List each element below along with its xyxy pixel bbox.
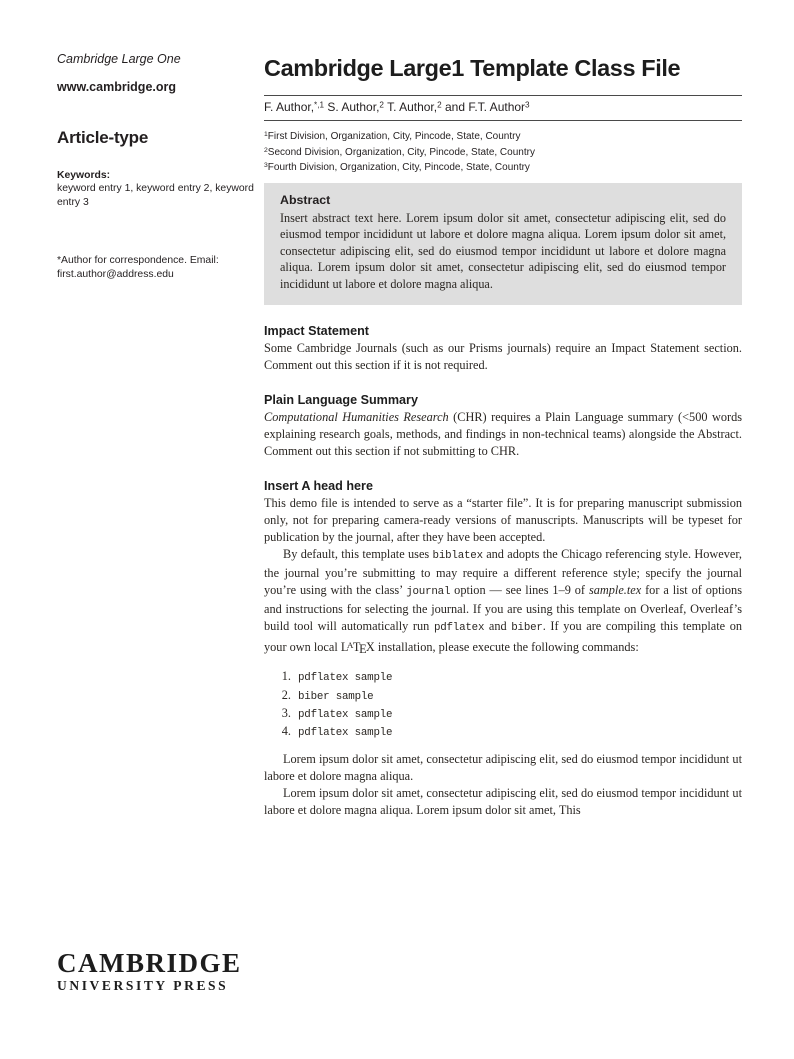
affiliation-2: $^2$Second Division, Organization, City, Pincode, State, Country [264,146,535,158]
author-line: F. Author,$^{*,1}$ S. Author,$^2$ T. Author,$^2$ and F.T. Author$^3$ [264,100,530,114]
publisher-logo-university-press: UNIVERSITY PRESS [57,978,229,993]
left-sidebar [57,0,257,282]
command-item [294,668,742,686]
lorem-paragraph-1: Lorem ipsum dolor sit amet, consectetur adipiscing elit, sed do eiusmod tempor incididunt ut labore et dolore magna aliqua. [264,752,742,784]
publisher-website: www.cambridge.org [57,80,177,94]
main-column [264,0,742,819]
affiliation-1: $^1$First Division, Organization, City, Pincode, State, Country [264,131,521,143]
command-list [264,668,742,741]
publisher-logo-cambridge: CAMBRIDGE [57,948,242,978]
command-item [294,723,742,741]
impact-statement-heading: Impact Statement [264,323,369,338]
command-text: pdflatex sample [298,708,393,721]
journal-name: Cambridge Large One [57,52,181,66]
keywords-label: Keywords: [57,170,111,181]
plain-language-summary-heading: Plain Language Summary [264,392,418,407]
article-type-label: Article-type [57,128,149,147]
abstract-box [264,183,742,305]
a-head-paragraph-1: This demo file is intended to serve as a “starter file”. It is for preparing manuscript submission only, not for preparing camera-ready versions of manuscripts. Manuscripts will be typeset for publication by the journal, after they have been accepted. [264,495,742,544]
lorem-paragraph-2: Lorem ipsum dolor sit amet, consectetur adipiscing elit, sed do eiusmod tempor incididunt ut labore et dolore magna aliqua. Lorem ipsum dolor sit amet, This [264,786,742,818]
article-title: Cambridge Large1 Template Class File [264,55,681,81]
abstract-heading: Abstract [280,192,331,207]
affiliation-3: $^3$Fourth Division, Organization, City, Pincode, State, Country [264,162,530,174]
a-head-heading: Insert A head here [264,478,373,493]
command-text: biber sample [298,690,374,703]
keywords-list: keyword entry 1, keyword entry 2, keyword entry 3 [57,183,254,208]
a-head-paragraph-2: By default, this template uses biblatex and adopts the Chicago referencing style. However, the journal you’re submitting to may require a different reference style; specify the journal you’re using with the class’ journal option — see lines 1–9 of sample.tex for a list of options and instructions for selecting the journal. If you are using this template on Overleaf, Overleaf’s build tool will automatically run pdflatex and biber. If you are compiling this template on your own local $L^ATEX$ installation, please execute the following commands: [264,546,743,657]
abstract-text: Insert abstract text here. Lorem ipsum dolor sit amet, consectetur adipiscing elit, sed do eiusmod tempor incididunt ut labore et dolore magna aliqua. Lorem ipsum dolor sit amet, consectetur adipiscing elit, sed do eiusmod tempor incididunt ut labore et dolore magna aliqua. Lorem ipsum dolor sit amet, consectetur adipiscing elit, sed do eiusmod tempor incididunt ut labore et dolore magna aliqua. [280,210,726,292]
command-item [294,705,742,723]
correspondence-note: *Author for correspondence. Email: first.author@address.edu [57,255,219,280]
author-band [264,95,742,121]
affiliations-block [264,128,742,175]
impact-statement-body: Some Cambridge Journals (such as our Prisms journals) require an Impact Statement section. Comment out this section if it is not required. [264,340,742,372]
plain-language-summary-body: Computational Humanities Research (CHR) requires a Plain Language summary (<500 words explaining research goals, methods, and findings in non-technical teams) alongside the Abstract. Comment out this section if not submitting to CHR. [264,409,743,458]
command-text: pdflatex sample [298,726,393,739]
command-text: pdflatex sample [298,672,393,685]
command-item [294,687,742,705]
publisher-logo [57,949,242,994]
